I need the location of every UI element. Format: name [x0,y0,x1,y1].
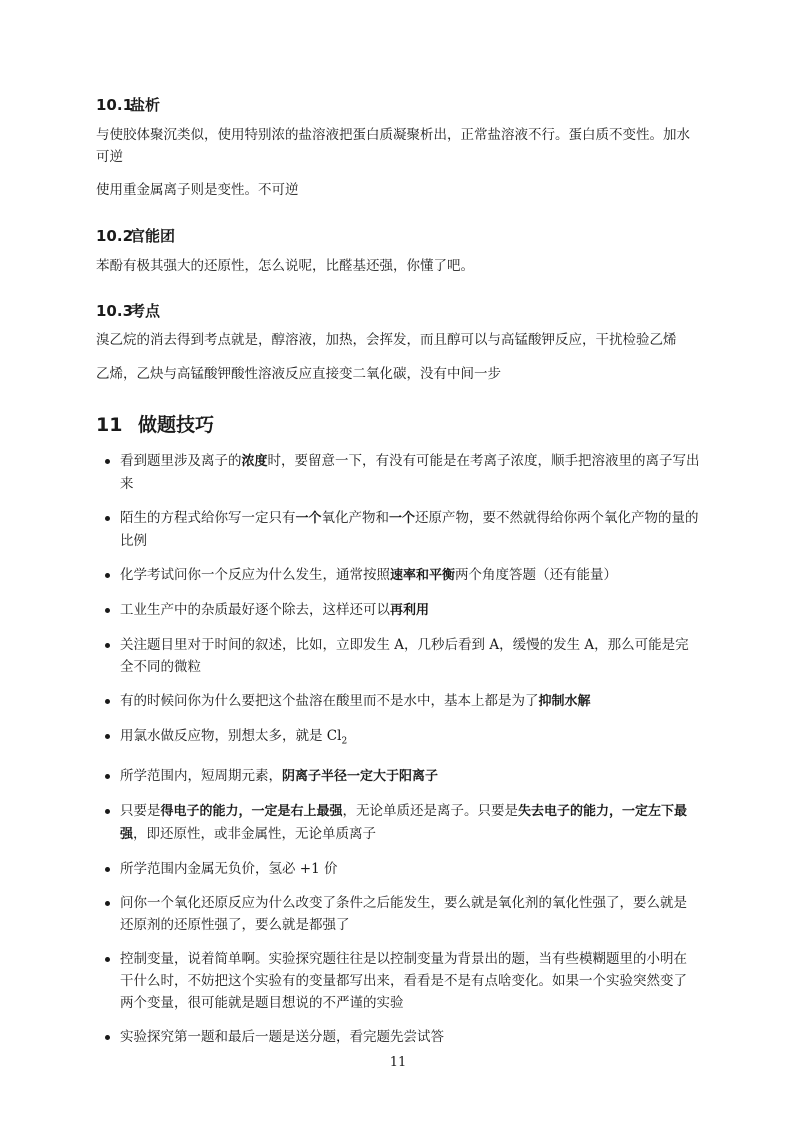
paragraph: 乙烯，乙炔与高锰酸钾酸性溶液反应直接变二氧化碳，没有中间一步 [96,366,501,382]
paragraph: 苯酚有极其强大的还原性，怎么说呢，比醛基还强，你懂了吧。 [96,258,474,274]
text: ，无论单质还是离子。只要是 [342,802,519,819]
subsection-heading-10-1 [96,94,160,115]
text: 氧化产物和 [321,510,390,526]
subsection-title: 考点 [130,302,161,320]
bold-text: 一个 [295,511,322,526]
text: ，即还原性，或非金属性，无论单质离子 [133,825,377,842]
bold-text: 浓度 [241,454,268,469]
section-number: 11 [96,414,123,436]
list-item [96,858,700,880]
text: 化学考试问你一个反应为什么发生，通常按照 [120,567,390,583]
subscript: 2 [341,736,348,747]
list-item [96,599,700,622]
text: 看到题里涉及离子的 [120,453,242,469]
bold-text: 一个 [389,511,416,526]
list-item [96,892,700,936]
text: 只要是 [120,802,161,819]
bold-text: 失去电子的能力，一定左下最强 [120,803,688,842]
text: 所学范围内，短周期元素， [120,767,282,784]
list-item [96,450,700,495]
page-number: 11 [389,1055,407,1070]
section-title: 做题技巧 [138,414,215,436]
text: 控制变量，说着简单啊。实验探究题往往是以控制变量为背景出的题，当有些模糊题里的小明在干什么时，不妨把这个实验有的变量都写出来，看看是不是有点啥变化。如果一个实验突然变了两个变量，很可能就是题目想说的不严谨的实验 [120,950,687,1011]
paragraph: 溴乙烷的消去得到考点就是，醇溶液，加热，会挥发，而且醇可以与高锰酸钾反应，干扰检验乙烯 [96,332,677,348]
subsection-heading-10-2 [96,225,175,246]
paragraph: 使用重金属离子则是变性。不可逆 [96,182,299,198]
list-item [96,564,700,587]
list-item [96,634,700,678]
text: 实验探究第一题和最后一题是送分题，看完题先尝试答 [120,1028,444,1045]
text: 工业生产中的杂质最好逐个除去，这样还可以 [120,602,390,618]
list-item [96,800,700,846]
tips-list [96,450,700,1060]
text: 陌生的方程式给你写一定只有 [120,510,296,526]
list-item [96,1026,700,1048]
text: 时，要留意一下，有没有可能是在考离子浓度，顺手把溶液里的离子写出来 [120,453,700,492]
list-item [96,765,700,788]
bold-text: 得电子的能力，一定是右上最强 [160,803,343,819]
subsection-heading-10-3 [96,300,160,321]
list-item [96,948,700,1014]
subsection-number: 10.3 [96,302,134,320]
list-item [96,725,700,753]
paragraph: 与使胶体聚沉类似，使用特别浓的盐溶液把蛋白质凝聚析出，正常盐溶液不行。蛋白质不变性。加水可逆 [96,127,690,165]
list-item [96,690,700,713]
bold-text: 速率和平衡 [390,568,456,583]
subsection-number: 10.2 [96,227,134,245]
text: 还原产物，要不然就得给你两个氧化产物的量的比例 [120,510,699,549]
text: 两个角度答题（还有能量） [455,567,618,583]
text: 关注题目里对于时间的叙述，比如，立即发生 A，几秒后看到 A，缓慢的发生 A，那么可能是完全不同的微粒 [120,637,689,675]
bold-text: 抑制水解 [538,694,591,709]
subsection-number: 10.1 [96,96,134,114]
text: 所学范围内金属无负价，氢必 +1 价 [120,860,338,877]
bold-text: 阴离子半径一定大于阳离子 [282,768,439,784]
bold-text: 再利用 [390,603,430,618]
text: 问你一个氧化还原反应为什么改变了条件之后能发生，要么就是氧化剂的氧化性强了，要么就是还原剂的还原性强了，要么就是都强了 [120,894,687,933]
text: 有的时候问你为什么要把这个盐溶在酸里而不是水中，基本上都是为了 [120,693,539,709]
subsection-title: 盐析 [130,96,161,114]
subsection-title: 官能团 [130,227,176,245]
list-item [96,507,700,552]
text: 用氯水做反应物，别想太多，就是 Cl [120,728,342,744]
section-heading-11 [96,410,214,437]
